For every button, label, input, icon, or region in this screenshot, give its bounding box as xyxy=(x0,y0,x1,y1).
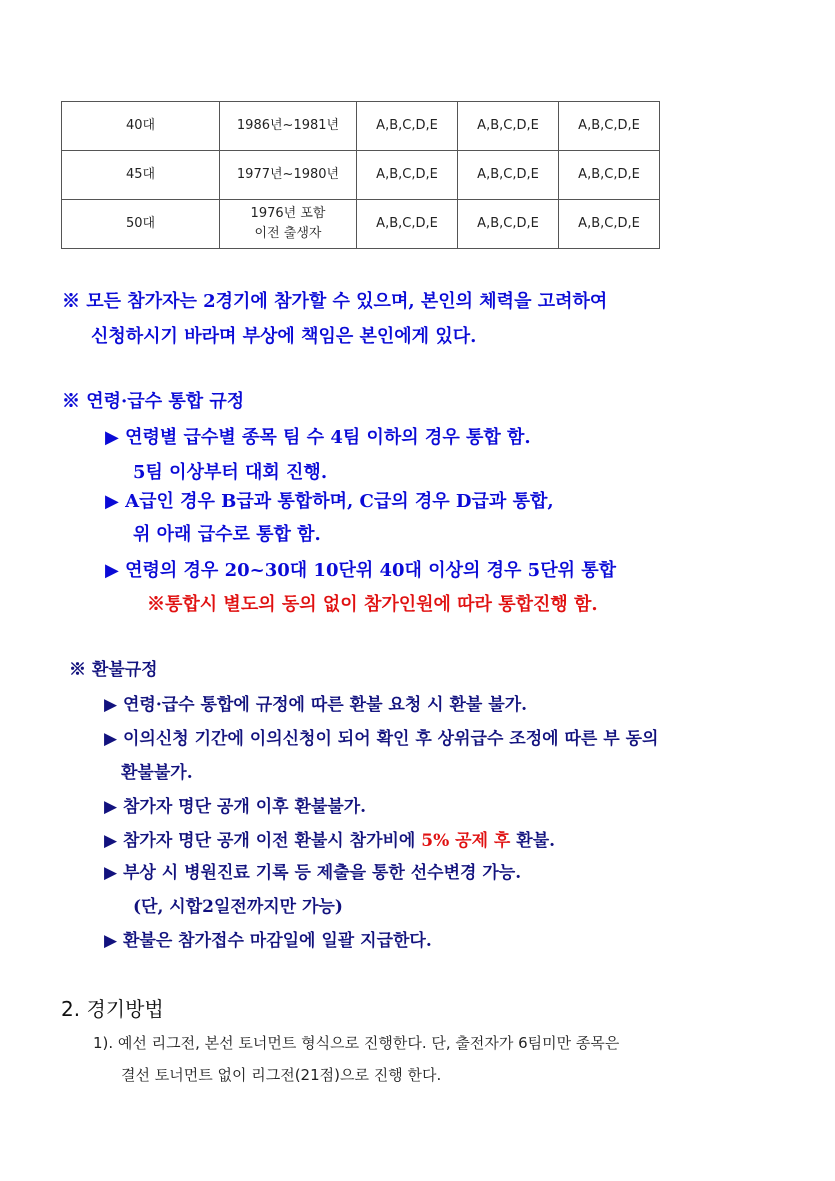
notice-line-1: ※ 모든 참가자는 2경기에 참가할 수 있으며, 본인의 체력을 고려하여 xyxy=(62,291,608,312)
table-cell: A,B,C,D,E xyxy=(559,200,660,249)
section-item-1-line-1: 1). 예선 리그전, 본선 토너먼트 형식으로 진행한다. 단, 출전자가 6팀미만 종목은 xyxy=(93,1034,620,1052)
refund-rule-4 xyxy=(104,826,555,851)
table-cell: 50대 xyxy=(62,200,220,249)
merge-rule-1-line-1: ▶ 연령별 급수별 종목 팀 수 4팀 이하의 경우 통합 함. xyxy=(105,427,531,448)
table-cell: 40대 xyxy=(62,102,220,151)
refund-rule-1: ▶ 연령·급수 통합에 규정에 따른 환불 요청 시 환불 불가. xyxy=(104,695,528,715)
table-cell: A,B,C,D,E xyxy=(458,151,559,200)
age-group-table xyxy=(61,101,660,249)
table-row xyxy=(62,151,660,200)
refund-rule-5-line-1: ▶ 부상 시 병원진료 기록 등 제출을 통한 선수변경 가능. xyxy=(104,863,522,883)
section-title: 2. 경기방법 xyxy=(61,997,164,1021)
merge-rule-1-line-2: 5팀 이상부터 대회 진행. xyxy=(133,462,328,483)
merge-rules-title: ※ 연령·급수 통합 규정 xyxy=(62,391,245,412)
refund-rule-5-line-2: (단, 시합2일전까지만 가능) xyxy=(133,897,343,917)
refund-rule-2-line-1: ▶ 이의신청 기간에 이의신청이 되어 확인 후 상위급수 조정에 따른 부 동의 xyxy=(104,729,659,749)
merge-rule-3-note: ※통합시 별도의 동의 없이 참가인원에 따라 통합진행 함. xyxy=(147,594,598,615)
birth-year-line2: 이전 출생자 xyxy=(254,226,322,241)
table-row xyxy=(62,102,660,151)
refund-rule-4-prefix: ▶ 참가자 명단 공개 이전 환불시 참가비에 xyxy=(104,831,422,851)
table-row xyxy=(62,200,660,249)
birth-year-line1: 1976년 포함 xyxy=(250,206,326,221)
table-cell: A,B,C,D,E xyxy=(357,151,458,200)
refund-rule-4-highlight: 5% 공제 후 xyxy=(421,831,511,851)
merge-rule-2-line-1: ▶ A급인 경우 B급과 통합하며, C급의 경우 D급과 통합, xyxy=(105,491,554,512)
refund-rule-6: ▶ 환불은 참가접수 마감일에 일괄 지급한다. xyxy=(104,931,432,951)
table-cell: 45대 xyxy=(62,151,220,200)
table-cell xyxy=(220,200,357,249)
table-cell: A,B,C,D,E xyxy=(559,102,660,151)
table-cell: 1977년~1980년 xyxy=(220,151,357,200)
refund-rule-2-line-2: 환불불가. xyxy=(121,763,193,783)
table-cell: A,B,C,D,E xyxy=(458,102,559,151)
merge-rule-2-line-2: 위 아래 급수로 통합 함. xyxy=(133,524,321,545)
table-cell: A,B,C,D,E xyxy=(458,200,559,249)
table-cell: A,B,C,D,E xyxy=(559,151,660,200)
refund-rule-3: ▶ 참가자 명단 공개 이후 환불불가. xyxy=(104,797,367,817)
refund-rules-title: ※ 환불규정 xyxy=(69,660,158,680)
refund-rule-4-suffix: 환불. xyxy=(510,831,556,851)
notice-line-2: 신청하시기 바라며 부상에 책임은 본인에게 있다. xyxy=(91,326,477,347)
table-cell: A,B,C,D,E xyxy=(357,200,458,249)
section-item-1-line-2: 결선 토너먼트 없이 리그전(21점)으로 진행 한다. xyxy=(121,1066,442,1084)
table-cell: A,B,C,D,E xyxy=(357,102,458,151)
merge-rule-3-line-1: ▶ 연령의 경우 20~30대 10단위 40대 이상의 경우 5단위 통합 xyxy=(105,560,617,581)
table-cell: 1986년~1981년 xyxy=(220,102,357,151)
